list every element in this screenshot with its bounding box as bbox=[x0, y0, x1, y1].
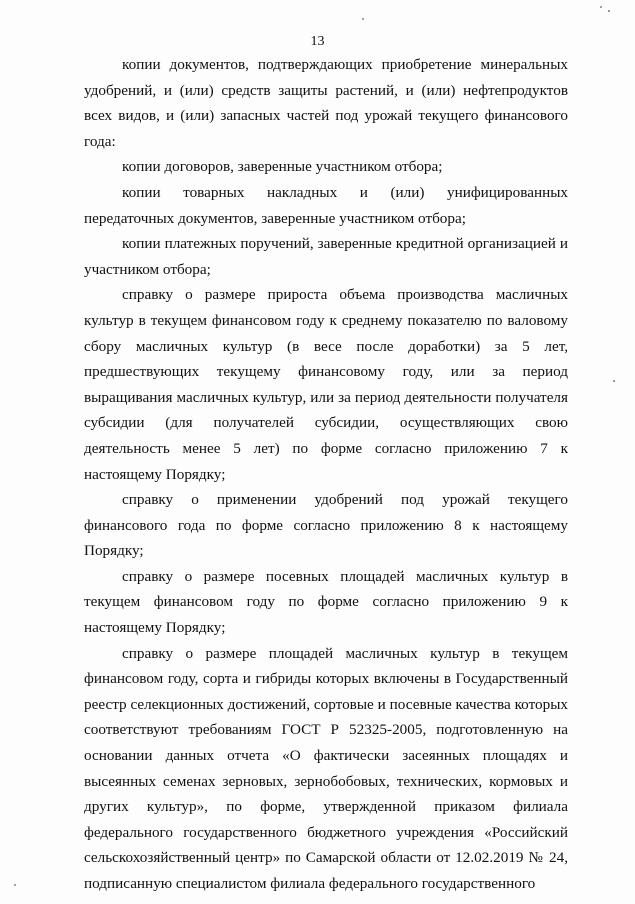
paragraph: справку о применении удобрений под урожай текущего финансового года по форме согласно приложению 8 к настоящему Порядку; bbox=[84, 491, 568, 560]
paragraph: справку о размере площадей масличных культур в текущем финансовом году, сорта и гибриды которых включены в Государственный реестр селекционных достижений, сортовые и посевные качества которых соответствуют требованиям ГОСТ Р 52325-2005, подготовленную на основании данных отчета «О фактически засеянных площадях и высеянных семенах зерновых, зернобобовых, технических, кормовых и других культур», по форме, утвержденной приказом филиала федерального государственного бюджетного учреждения «Российский сельскохозяйственный центр» по Самарской области от 12.02.2019 № 24, подписанную специалистом филиала федерального государственного bbox=[84, 644, 568, 892]
document-body bbox=[84, 52, 568, 897]
paragraph: копии платежных поручений, заверенные кредитной организацией и участником отбора; bbox=[84, 235, 568, 278]
paragraph: копии договоров, заверенные участником отбора; bbox=[122, 158, 443, 176]
paragraph: копии документов, подтверждающих приобретение минеральных удобрений, и (или) средств защиты растений, и (или) нефтепродуктов всех видов, и (или) запасных частей под урожай текущего финансового года: bbox=[84, 56, 568, 150]
scan-speck bbox=[14, 884, 16, 886]
scan-speck bbox=[600, 6, 602, 8]
page-number: 13 bbox=[310, 34, 325, 49]
paragraph: копии товарных накладных и (или) унифицированных передаточных документов, заверенные участником отбора; bbox=[84, 183, 568, 227]
scan-speck bbox=[613, 380, 615, 382]
paragraph: справку о размере прироста объема производства масличных культур в текущем финансовом году к среднему показателю по валовому сбору масличных культур (в весе после доработки) за 5 лет, предшествующих текущему финансовому году, или за период выращивания масличных культур, или за период деятельности получателя субсидии (для получателей субсидии, осуществляющих свою деятельность менее 5 лет) по форме согласно приложению 7 к настоящему Порядку; bbox=[84, 286, 568, 483]
scan-speck bbox=[608, 10, 610, 12]
scan-speck bbox=[362, 18, 364, 20]
paragraph: справку о размере посевных площадей масличных культур в текущем финансовом году по форме согласно приложению 9 к настоящему Порядку; bbox=[84, 567, 568, 637]
